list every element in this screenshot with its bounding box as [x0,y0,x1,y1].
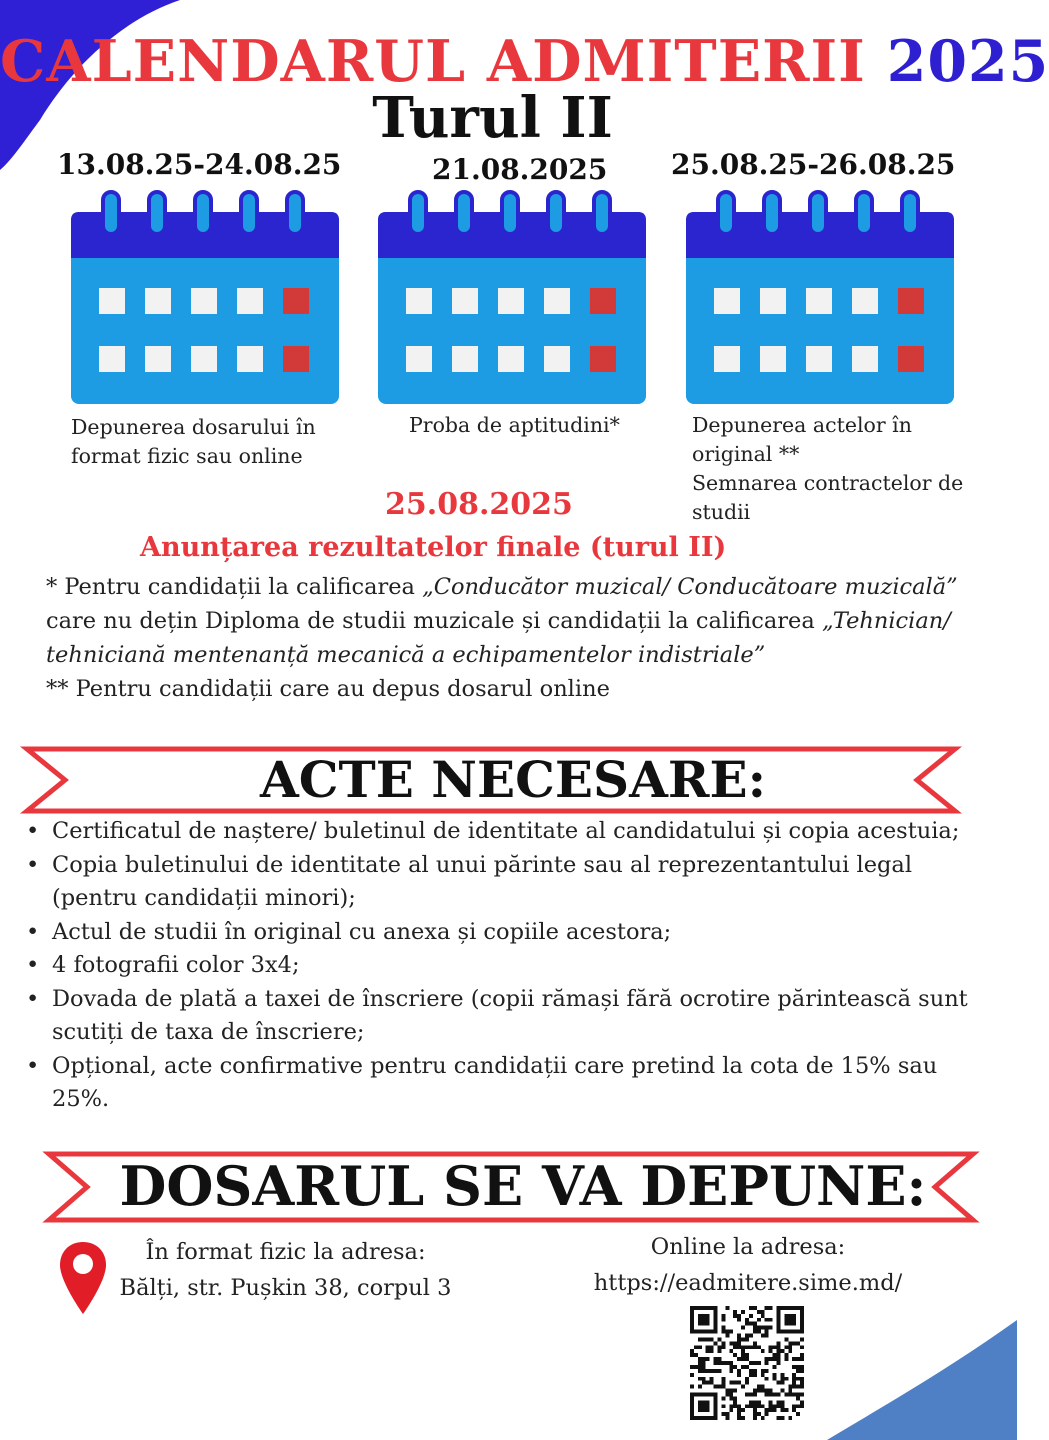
footnote-2: ** Pentru candidații care au depus dosarul online [46,676,610,702]
date-column-1: 13.08.25-24.08.25 [57,148,342,181]
caption-line: Depunerea dosarului în [71,415,316,439]
list-item: • Actul de studii în original cu anexa și copiile acestora; [26,918,672,945]
list-item: • Copia buletinului de identitate al unui părinte sau al reprezentantului legal (pentru candidații minori); [26,851,913,911]
calendar-day [806,288,832,314]
list-item: • Certificatul de naștere/ buletinul de identitate al candidatului și copia acestuia; [26,818,960,844]
caption-line: original ** [692,442,800,466]
acte-heading: ACTE NECESARE: [259,750,767,809]
list-item: • Opțional, acte confirmative pentru candidații care pretind la cota de 15% sau 25%. [26,1052,938,1112]
calendar-icon [378,192,646,404]
depune-heading: DOSARUL SE VA DEPUNE: [119,1154,927,1218]
calendar-day [544,346,570,372]
online-url[interactable]: https://eadmitere.sime.md/ [593,1270,903,1296]
calendar-day [806,346,832,372]
qr-code[interactable] [690,1306,804,1420]
title-main: CALENDARUL ADMITERII [0,28,866,95]
list-item: • Dovada de plată a taxei de înscriere (copii rămași fără ocrotire părintească sunt scutiți de taxa de înscriere; [26,985,968,1045]
list-item: • 4 fotografii color 3x4; [26,952,300,978]
calendar-day [760,346,786,372]
banner-dosarul-se-va-depune [46,1151,976,1223]
calendar-day [452,288,478,314]
calendar-day [498,346,524,372]
calendar-day [237,346,263,372]
calendar-day [852,346,878,372]
required-documents-list [20,815,1000,1117]
caption-line: studii [692,500,751,524]
calendar-day [498,288,524,314]
calendar-day [406,288,432,314]
physical-label: În format fizic la adresa: [145,1239,426,1265]
results-title: Anunțarea rezultatelor finale (turul II) [140,532,727,563]
caption-line: Depunerea actelor în [692,413,912,437]
date-column-2: 21.08.2025 [432,153,608,186]
banner-acte-necesare [24,746,958,814]
calendar-day [191,288,217,314]
calendar-day [714,288,740,314]
calendar-day [852,288,878,314]
title-year: 2025 [886,28,1049,95]
calendar-day [145,288,171,314]
calendar-day [590,288,616,314]
calendar-day [714,346,740,372]
caption-line: format fizic sau online [71,444,303,468]
calendar-day [283,346,309,372]
calendar-day [283,288,309,314]
online-label: Online la adresa: [650,1234,846,1260]
calendar-day [590,346,616,372]
calendar-day [191,346,217,372]
caption-line: Semnarea contractelor de [692,471,964,495]
physical-address: Bălți, str. Pușkin 38, corpul 3 [119,1275,452,1301]
calendar-day [145,346,171,372]
calendar-day [99,288,125,314]
calendar-day [760,288,786,314]
footnotes [46,570,986,706]
calendar-icon [71,192,339,404]
caption-line: Proba de aptitudini* [409,413,620,437]
calendar-day [406,346,432,372]
page-subtitle: Turul II [372,85,613,151]
results-date: 25.08.2025 [385,487,573,522]
calendar-day [544,288,570,314]
footnote-1: * Pentru candidații la calificarea „Conducător muzical/ Conducătoare muzicală” care nu dețin Diploma de studii muzicale și candidații la calificarea „Tehnician/ tehniciană mentenanță mecanică a echipamentelor indistriale” [46,574,958,668]
calendar-day [99,346,125,372]
corner-decoration-bottom-right [787,1320,1017,1440]
calendar-day [237,288,263,314]
calendar-icon [686,192,954,404]
physical-address-block [108,1234,463,1306]
calendar-day [898,288,924,314]
caption-column-3 [692,411,992,527]
calendar-day [898,346,924,372]
date-column-3: 25.08.25-26.08.25 [671,148,956,181]
caption-column-1 [71,413,371,471]
calendar-day [452,346,478,372]
caption-column-2 [409,411,669,440]
online-address-block [578,1229,918,1301]
location-pin-icon [58,1240,108,1316]
